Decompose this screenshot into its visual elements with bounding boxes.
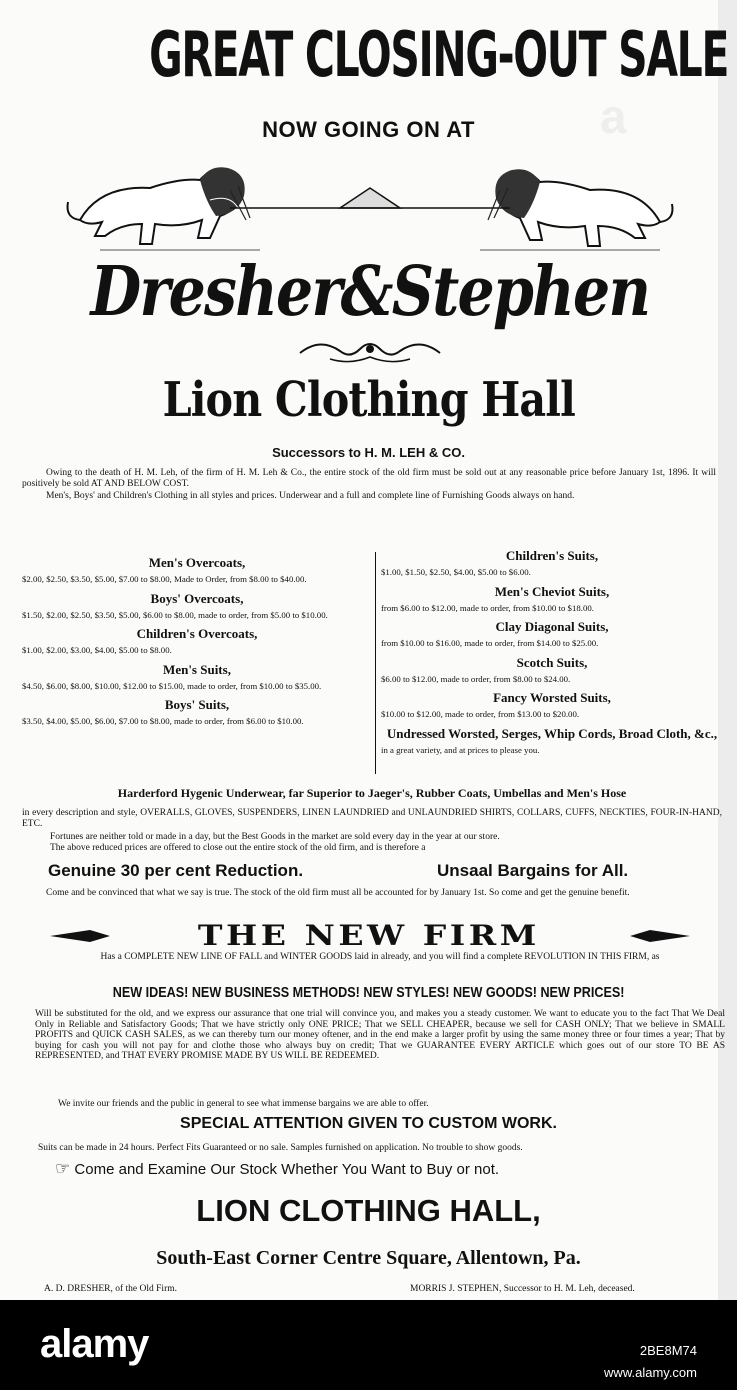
special-attention: SPECIAL ATTENTION GIVEN TO CUSTOM WORK. [180, 1115, 557, 1132]
pointing-hand-icon: ☞ [55, 1159, 71, 1178]
underwear-line: Harderford Hygenic Underwear, far Superior to Jaeger's, Rubber Coats, Umbellas and Men's Hose [117, 786, 627, 800]
left-price-column [22, 549, 372, 727]
price-block [22, 626, 372, 656]
reduced-text: The above reduced prices are offered to close out the entire stock of the old firm, and is therefore a [50, 843, 426, 853]
item-heading: Children's Overcoats, [136, 626, 258, 641]
price-block [22, 591, 372, 621]
headline: GREAT CLOSING-OUT SALE [149, 18, 729, 91]
come-convinced-text: Come and be convinced that what we say is true. The stock of the old firm must all be accounted for by January 1st. So come and get the genuine benefit. [46, 888, 630, 898]
new-firm-text: Has a COMPLETE NEW LINE OF FALL and WINTER GOODS laid in already, and you will find a complete REVOLUTION IN THIS FIRM, as [100, 952, 660, 962]
item-prices: $1.50, $2.00, $2.50, $3.50, $5.00, $6.00 to $8.00, made to order, from $5.00 to $10.00. [22, 609, 328, 620]
alamy-url: www.alamy.com [604, 1365, 697, 1380]
alamy-footer-text [604, 1340, 697, 1384]
new-ideas-line: NEW IDEAS! NEW BUSINESS METHODS! NEW STYLES! NEW GOODS! NEW PRICES! [112, 984, 625, 1001]
item-heading: Men's Cheviot Suits, [494, 583, 610, 599]
price-block [381, 690, 723, 720]
price-block [381, 548, 723, 578]
item-heading: Men's Overcoats, [148, 555, 246, 570]
fortunes-text: Fortunes are neither told or made in a day, but the Best Goods in the market are sold every day in the year at our store. [50, 832, 500, 842]
price-block [22, 662, 372, 692]
unsaal-bargains: Unsaal Bargains for All. [437, 861, 629, 880]
item-prices: $4.50, $6.00, $8.00, $10.00, $12.00 to $15.00, made to order, from $10.00 to $35.00. [22, 680, 322, 691]
hall-name-wrap [0, 372, 737, 428]
substituted-paragraph: Will be substituted for the old, and we express our assurance that one trial will convince you, and makes you a steady customer. We want to educate you to the fact That We Deal Only in Reliable and Satisfactory Goods; That we have strictly only ONE PRICE; That we SELL CHEAPER, because we sell for CASH ONLY; That we believe in SMALL PROFITS and QUICK CASH SALES, as we can thereby turn our money oftener, and in the end make a larger profit by using the same money three or four times a year; That by buying for cash you will not pay for and clothe those who always buy on credit; That we GUARANTEE EVERY ARTICLE which goes out of our store TO BE AS REPRESENTED, and THAT EVERY PROMISE MADE BY US WILL BE REDEEMED. [35, 1009, 725, 1061]
genuine-reduction: Genuine 30 per cent Reduction. [48, 861, 304, 880]
new-firm-banner: THE NEW FIRM [197, 919, 540, 952]
item-heading: Boys' Suits, [164, 697, 230, 712]
subhead: NOW GOING ON AT [262, 117, 475, 142]
firm-name-wrap [40, 252, 700, 332]
address-line: South-East Corner Centre Square, Allentown, Pa. [156, 1247, 581, 1269]
price-block [381, 726, 723, 756]
price-block [381, 619, 723, 649]
item-heading: Boys' Overcoats, [150, 590, 244, 606]
new-firm-wrap [0, 919, 737, 952]
underwear-text: in every description and style, OVERALLS, GLOVES, SUSPENDERS, LINEN LAUNDRIED and UNLAUNDRIED SHIRTS, COLLARS, CUFFS, NECKTIES, FOUR-IN-HAND, ETC. [22, 808, 722, 829]
left-lion-icon [68, 167, 245, 244]
firm-name: Dresher&Stephen [90, 252, 650, 332]
new-ideas-wrap [0, 982, 737, 1001]
lion-clothing-hall: LION CLOTHING HALL, [196, 1193, 541, 1228]
hall-name: Lion Clothing Hall [162, 372, 575, 428]
right-price-column [381, 542, 723, 755]
item-heading: Children's Suits, [505, 548, 599, 563]
invite-text: We invite our friends and the public in general to see what immense bargains we are able to offer. [58, 1099, 429, 1109]
signature-right: MORRIS J. STEPHEN, Successor to H. M. Leh, deceased. [410, 1284, 635, 1294]
item-prices: from $10.00 to $16.00, made to order, from $14.00 to $25.00. [381, 638, 599, 648]
item-prices: in a great variety, and at prices to please you. [381, 744, 540, 755]
scroll-ornament-icon [290, 333, 450, 367]
item-prices: $6.00 to $12.00, made to order, from $8.00 to $24.00. [381, 673, 571, 684]
item-heading: Fancy Worsted Suits, [493, 690, 611, 705]
intro-paragraph-2: Men's, Boys' and Children's Clothing in all styles and prices. Underwear and a full and complete line of Furnishing Goods always on hand. [46, 491, 575, 501]
come-examine-text: Come and Examine Our Stock Whether You Want to Buy or not. [74, 1161, 500, 1178]
lions-illustration [60, 150, 680, 260]
signature-left: A. D. DRESHER, of the Old Firm. [44, 1284, 177, 1294]
come-examine-line [55, 1159, 735, 1179]
price-block [381, 584, 723, 614]
intro-paragraph-1: Owing to the death of H. M. Leh, of the firm of H. M. Leh & Co., the entire stock of the old firm must be sold out at any reasonable price before January 1st, 1896. It will positively be sold AT AND BELOW COST. [22, 468, 716, 489]
right-lion-icon [495, 169, 672, 246]
item-prices: $1.00, $1.50, $2.50, $4.00, $5.00 to $6.00. [381, 567, 531, 577]
successors-line: Successors to H. M. LEH & CO. [272, 445, 465, 460]
item-prices: from $6.00 to $12.00, made to order, from $10.00 to $18.00. [381, 602, 594, 613]
column-divider [375, 552, 376, 774]
price-block [381, 655, 723, 685]
item-prices: $3.50, $4.00, $5.00, $6.00, $7.00 to $8.00, made to order, from $6.00 to $10.00. [22, 716, 304, 726]
suits-made-text: Suits can be made in 24 hours. Perfect Fits Guaranteed or no sale. Samples furnished on application. No trouble to show goods. [38, 1143, 523, 1153]
item-prices: $10.00 to $12.00, made to order, from $13.00 to $20.00. [381, 709, 580, 719]
item-prices: $1.00, $2.00, $3.00, $4.00, $5.00 to $8.00. [22, 645, 172, 655]
price-block [22, 697, 372, 727]
price-block [22, 555, 372, 585]
alamy-logo: alamy [40, 1322, 149, 1366]
watermark-overlay: a [600, 91, 627, 144]
item-heading: Scotch Suits, [516, 654, 588, 670]
item-heading: Clay Diagonal Suits, [495, 619, 609, 634]
headline-wrap [0, 18, 737, 91]
image-id: 2BE8M74 [639, 1343, 697, 1358]
item-heading: Undressed Worsted, Serges, Whip Cords, Broad Cloth, &c., [386, 725, 718, 741]
item-heading: Men's Suits, [163, 661, 231, 677]
pyramid-icon [230, 186, 510, 220]
item-prices: $2.00, $2.50, $3.50, $5.00, $7.00 to $8.00, Made to Order, from $8.00 to $40.00. [22, 574, 307, 584]
